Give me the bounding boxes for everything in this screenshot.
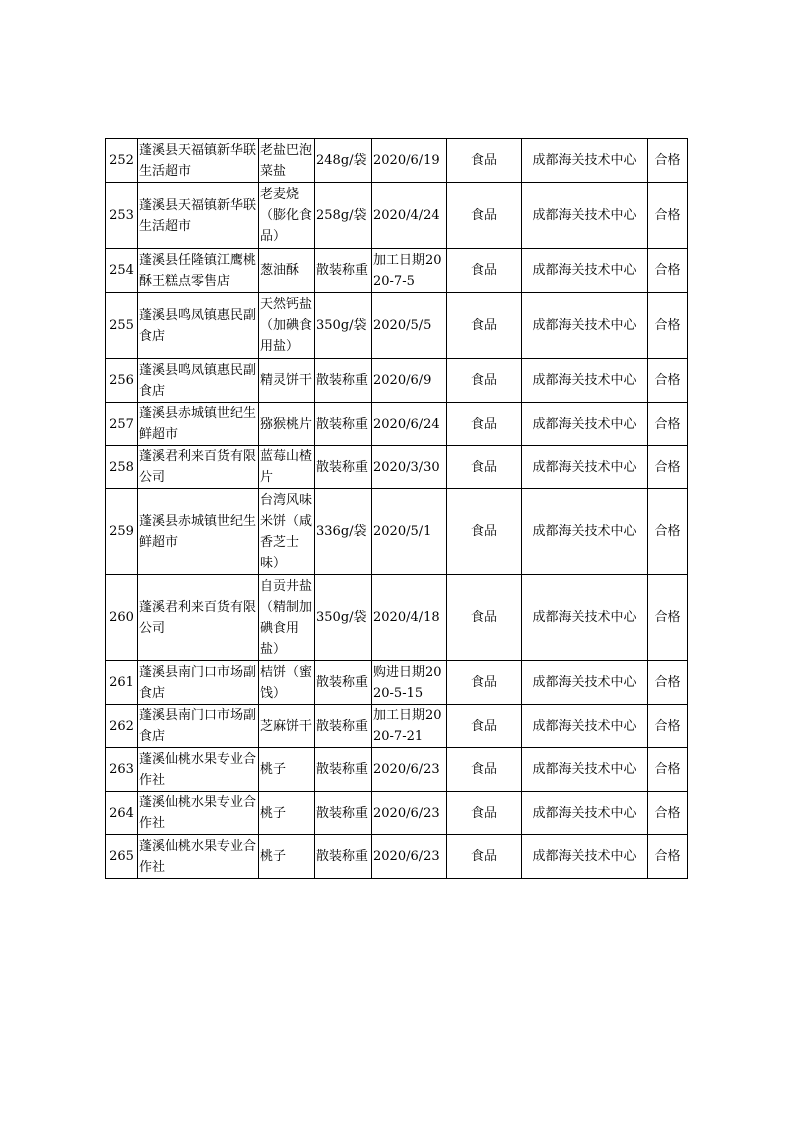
results-table bbox=[105, 138, 688, 879]
table-row bbox=[106, 575, 688, 661]
product-spec: 散装称重 bbox=[315, 359, 372, 403]
row-number: 262 bbox=[106, 705, 138, 748]
category: 食品 bbox=[447, 792, 522, 835]
product-name: 桔饼（蜜饯） bbox=[259, 661, 315, 705]
store-name: 蓬溪君利来百货有限公司 bbox=[138, 575, 259, 661]
store-name: 蓬溪县天福镇新华联生活超市 bbox=[138, 183, 259, 249]
row-number: 265 bbox=[106, 835, 138, 879]
store-name: 蓬溪县鸣凤镇惠民副食店 bbox=[138, 359, 259, 403]
result: 合格 bbox=[648, 249, 688, 293]
result: 合格 bbox=[648, 748, 688, 792]
table-row bbox=[106, 139, 688, 183]
production-date: 2020/6/23 bbox=[372, 792, 447, 835]
product-spec: 散装称重 bbox=[315, 835, 372, 879]
result: 合格 bbox=[648, 575, 688, 661]
product-spec: 350g/袋 bbox=[315, 293, 372, 359]
category: 食品 bbox=[447, 139, 522, 183]
production-date: 2020/5/1 bbox=[372, 489, 447, 575]
product-spec: 散装称重 bbox=[315, 748, 372, 792]
production-date: 2020/4/24 bbox=[372, 183, 447, 249]
testing-lab: 成都海关技术中心 bbox=[522, 403, 648, 446]
production-date: 2020/4/18 bbox=[372, 575, 447, 661]
store-name: 蓬溪仙桃水果专业合作社 bbox=[138, 792, 259, 835]
row-number: 256 bbox=[106, 359, 138, 403]
product-name: 精灵饼干 bbox=[259, 359, 315, 403]
store-name: 蓬溪仙桃水果专业合作社 bbox=[138, 748, 259, 792]
production-date: 2020/5/5 bbox=[372, 293, 447, 359]
result: 合格 bbox=[648, 792, 688, 835]
category: 食品 bbox=[447, 249, 522, 293]
testing-lab: 成都海关技术中心 bbox=[522, 446, 648, 489]
category: 食品 bbox=[447, 705, 522, 748]
table-row bbox=[106, 403, 688, 446]
row-number: 257 bbox=[106, 403, 138, 446]
product-spec: 散装称重 bbox=[315, 446, 372, 489]
product-name: 猕猴桃片 bbox=[259, 403, 315, 446]
product-name: 蓝莓山楂片 bbox=[259, 446, 315, 489]
result: 合格 bbox=[648, 293, 688, 359]
table-row bbox=[106, 792, 688, 835]
product-spec: 258g/袋 bbox=[315, 183, 372, 249]
testing-lab: 成都海关技术中心 bbox=[522, 359, 648, 403]
product-spec: 散装称重 bbox=[315, 249, 372, 293]
row-number: 258 bbox=[106, 446, 138, 489]
table-row bbox=[106, 748, 688, 792]
product-name: 老盐巴泡菜盐 bbox=[259, 139, 315, 183]
store-name: 蓬溪县南门口市场副食店 bbox=[138, 661, 259, 705]
production-date: 购进日期2020-5-15 bbox=[372, 661, 447, 705]
table-row bbox=[106, 293, 688, 359]
testing-lab: 成都海关技术中心 bbox=[522, 748, 648, 792]
row-number: 263 bbox=[106, 748, 138, 792]
result: 合格 bbox=[648, 139, 688, 183]
store-name: 蓬溪仙桃水果专业合作社 bbox=[138, 835, 259, 879]
testing-lab: 成都海关技术中心 bbox=[522, 183, 648, 249]
store-name: 蓬溪县任隆镇江鹰桃酥王糕点零售店 bbox=[138, 249, 259, 293]
category: 食品 bbox=[447, 575, 522, 661]
product-spec: 336g/袋 bbox=[315, 489, 372, 575]
product-spec: 350g/袋 bbox=[315, 575, 372, 661]
store-name: 蓬溪县鸣凤镇惠民副食店 bbox=[138, 293, 259, 359]
testing-lab: 成都海关技术中心 bbox=[522, 705, 648, 748]
testing-lab: 成都海关技术中心 bbox=[522, 835, 648, 879]
product-spec: 散装称重 bbox=[315, 661, 372, 705]
category: 食品 bbox=[447, 359, 522, 403]
product-name: 桃子 bbox=[259, 835, 315, 879]
row-number: 254 bbox=[106, 249, 138, 293]
table-row bbox=[106, 446, 688, 489]
product-name: 芝麻饼干 bbox=[259, 705, 315, 748]
store-name: 蓬溪县赤城镇世纪生鲜超市 bbox=[138, 403, 259, 446]
store-name: 蓬溪县赤城镇世纪生鲜超市 bbox=[138, 489, 259, 575]
result: 合格 bbox=[648, 183, 688, 249]
row-number: 255 bbox=[106, 293, 138, 359]
table-row bbox=[106, 661, 688, 705]
table-row bbox=[106, 835, 688, 879]
category: 食品 bbox=[447, 661, 522, 705]
testing-lab: 成都海关技术中心 bbox=[522, 293, 648, 359]
table-row bbox=[106, 249, 688, 293]
product-spec: 散装称重 bbox=[315, 792, 372, 835]
testing-lab: 成都海关技术中心 bbox=[522, 575, 648, 661]
row-number: 260 bbox=[106, 575, 138, 661]
table-row bbox=[106, 359, 688, 403]
category: 食品 bbox=[447, 489, 522, 575]
product-name: 老麦烧（膨化食品） bbox=[259, 183, 315, 249]
result: 合格 bbox=[648, 403, 688, 446]
row-number: 264 bbox=[106, 792, 138, 835]
testing-lab: 成都海关技术中心 bbox=[522, 139, 648, 183]
row-number: 259 bbox=[106, 489, 138, 575]
product-spec: 散装称重 bbox=[315, 705, 372, 748]
store-name: 蓬溪君利来百货有限公司 bbox=[138, 446, 259, 489]
testing-lab: 成都海关技术中心 bbox=[522, 249, 648, 293]
product-spec: 散装称重 bbox=[315, 403, 372, 446]
row-number: 261 bbox=[106, 661, 138, 705]
category: 食品 bbox=[447, 835, 522, 879]
table-row bbox=[106, 183, 688, 249]
table-body bbox=[106, 139, 688, 879]
production-date: 2020/6/23 bbox=[372, 748, 447, 792]
production-date: 加工日期2020-7-5 bbox=[372, 249, 447, 293]
testing-lab: 成都海关技术中心 bbox=[522, 489, 648, 575]
product-spec: 248g/袋 bbox=[315, 139, 372, 183]
result: 合格 bbox=[648, 359, 688, 403]
product-name: 葱油酥 bbox=[259, 249, 315, 293]
result: 合格 bbox=[648, 489, 688, 575]
row-number: 252 bbox=[106, 139, 138, 183]
production-date: 2020/6/19 bbox=[372, 139, 447, 183]
category: 食品 bbox=[447, 183, 522, 249]
category: 食品 bbox=[447, 446, 522, 489]
store-name: 蓬溪县南门口市场副食店 bbox=[138, 705, 259, 748]
result: 合格 bbox=[648, 446, 688, 489]
product-name: 桃子 bbox=[259, 748, 315, 792]
category: 食品 bbox=[447, 748, 522, 792]
production-date: 2020/3/30 bbox=[372, 446, 447, 489]
testing-lab: 成都海关技术中心 bbox=[522, 792, 648, 835]
testing-lab: 成都海关技术中心 bbox=[522, 661, 648, 705]
store-name: 蓬溪县天福镇新华联生活超市 bbox=[138, 139, 259, 183]
category: 食品 bbox=[447, 403, 522, 446]
product-name: 桃子 bbox=[259, 792, 315, 835]
product-name: 台湾风味米饼（咸香芝士味） bbox=[259, 489, 315, 575]
product-name: 自贡井盐（精制加碘食用盐） bbox=[259, 575, 315, 661]
table-row bbox=[106, 705, 688, 748]
production-date: 2020/6/23 bbox=[372, 835, 447, 879]
production-date: 加工日期2020-7-21 bbox=[372, 705, 447, 748]
row-number: 253 bbox=[106, 183, 138, 249]
category: 食品 bbox=[447, 293, 522, 359]
result: 合格 bbox=[648, 705, 688, 748]
result: 合格 bbox=[648, 835, 688, 879]
production-date: 2020/6/24 bbox=[372, 403, 447, 446]
result: 合格 bbox=[648, 661, 688, 705]
production-date: 2020/6/9 bbox=[372, 359, 447, 403]
product-name: 天然钙盐（加碘食用盐） bbox=[259, 293, 315, 359]
table-row bbox=[106, 489, 688, 575]
